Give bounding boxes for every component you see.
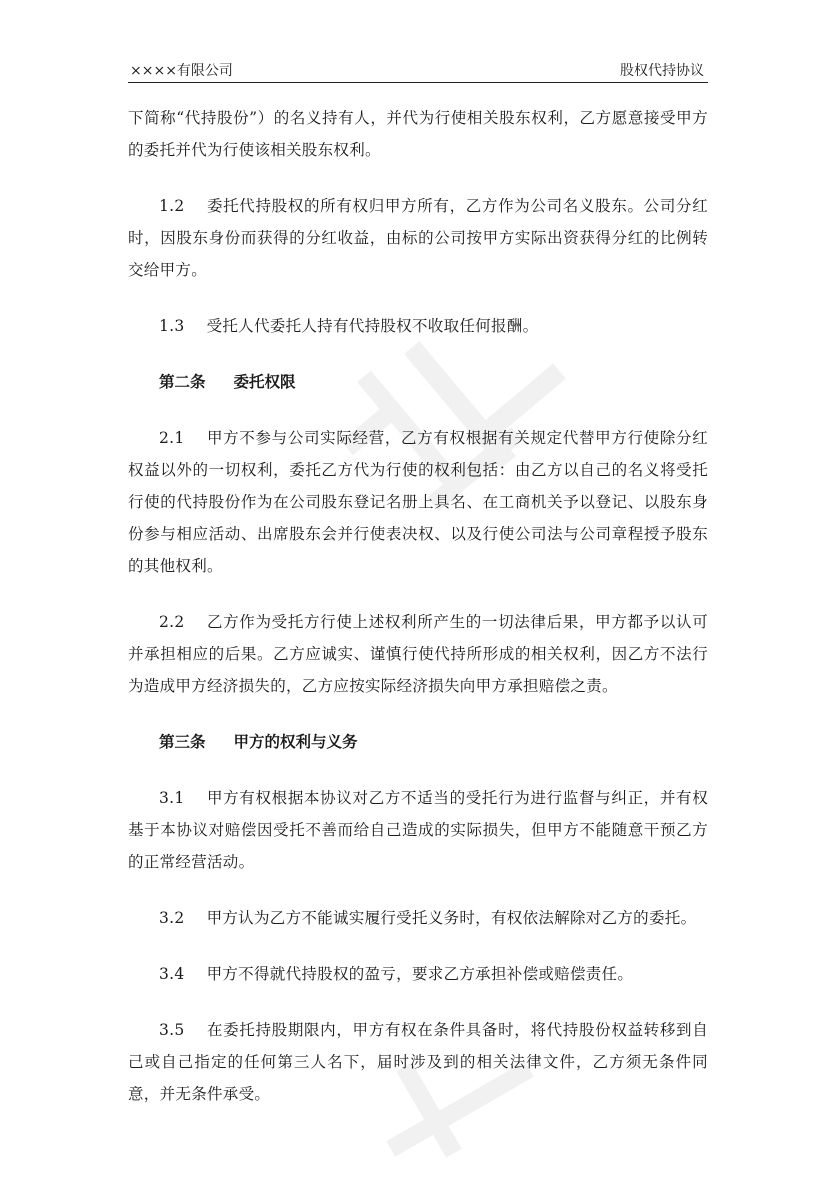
clause-text: 在委托持股期限内，甲方有权在条件具备时，将代持股份权益转移到自己或自己指定的任何第三人名下，届时涉及到的相关法律文件，乙方须无条件同意，并无条件承受。: [128, 1021, 708, 1103]
clause-text: 乙方作为受托方行使上述权利所产生的一切法律后果，甲方都予以认可并承担相应的后果。乙方应诚实、谨慎行使代持所形成的相关权利，因乙方不法行为造成甲方经济损失的，乙方应按实际经济损失向甲方承担赔偿之责。: [128, 613, 708, 695]
clause-text: 甲方有权根据本协议对乙方不适当的受托行为进行监督与纠正，并有权基于本协议对赔偿因受托不善而给自己造成的实际损失，但甲方不能随意干预乙方的正常经营活动。: [128, 789, 708, 871]
header-company: ××××有限公司: [130, 63, 233, 79]
clause-text: 甲方不得就代持股权的盈亏，要求乙方承担补偿或赔偿责任。: [206, 965, 634, 983]
header-doc-title: 股权代持协议: [620, 63, 704, 79]
clause-number: 3.4: [159, 965, 185, 983]
page-header: [128, 58, 708, 83]
clause-text: 受托人代委托人持有代持股权不收取任何报酬。: [206, 317, 539, 335]
clause-number: 3.2: [159, 909, 185, 927]
clause-1-3: [128, 310, 708, 342]
clause-number: 2.1: [159, 429, 185, 447]
clause-text: 委托代持股权的所有权归甲方所有，乙方作为公司名义股东。公司分红时，因股东身份而获得的分红收益，由标的公司按甲方实际出资获得分红的比例转交给甲方。: [128, 197, 708, 279]
clause-number: 1.2: [159, 197, 185, 215]
clause-number: 1.3: [159, 317, 185, 335]
article-label: 第二条: [159, 372, 206, 391]
clause-text: 甲方不参与公司实际经营，乙方有权根据有关规定代替甲方行使除分红权益以外的一切权利，委托乙方代为行使的权利包括：由乙方以自己的名义将受托行使的代持股份作为在公司股东登记名册上具名、在工商机关予以登记、以股东身份参与相应活动、出席股东会并行使表决权、以及行使公司法与公司章程授予股东的其他权利。: [128, 429, 708, 575]
clause-2-2: [128, 606, 708, 702]
paragraph-continued: 下简称“代持股份”）的名义持有人，并代为行使相关股东权利，乙方愿意接受甲方的委托并代为行使该相关股东权利。: [128, 109, 708, 159]
clause-number: 3.1: [159, 789, 185, 807]
clause-3-2: [128, 902, 708, 934]
clause-3-4: [128, 958, 708, 990]
article-title: 委托权限: [233, 372, 296, 391]
clause-3-1: [128, 782, 708, 878]
document-body: [128, 102, 708, 1134]
clause-number: 3.5: [159, 1021, 185, 1039]
article-label: 第三条: [159, 732, 206, 751]
clause-3-5: [128, 1014, 708, 1110]
article-title: 甲方的权利与义务: [233, 732, 358, 751]
clause-text: 甲方认为乙方不能诚实履行受托义务时，有权依法解除对乙方的委托。: [206, 909, 697, 927]
clause-2-1: [128, 422, 708, 582]
clause-number: 2.2: [159, 613, 185, 631]
clause-1-2: [128, 190, 708, 286]
article-3-heading: [159, 726, 708, 758]
article-2-heading: [159, 366, 708, 398]
